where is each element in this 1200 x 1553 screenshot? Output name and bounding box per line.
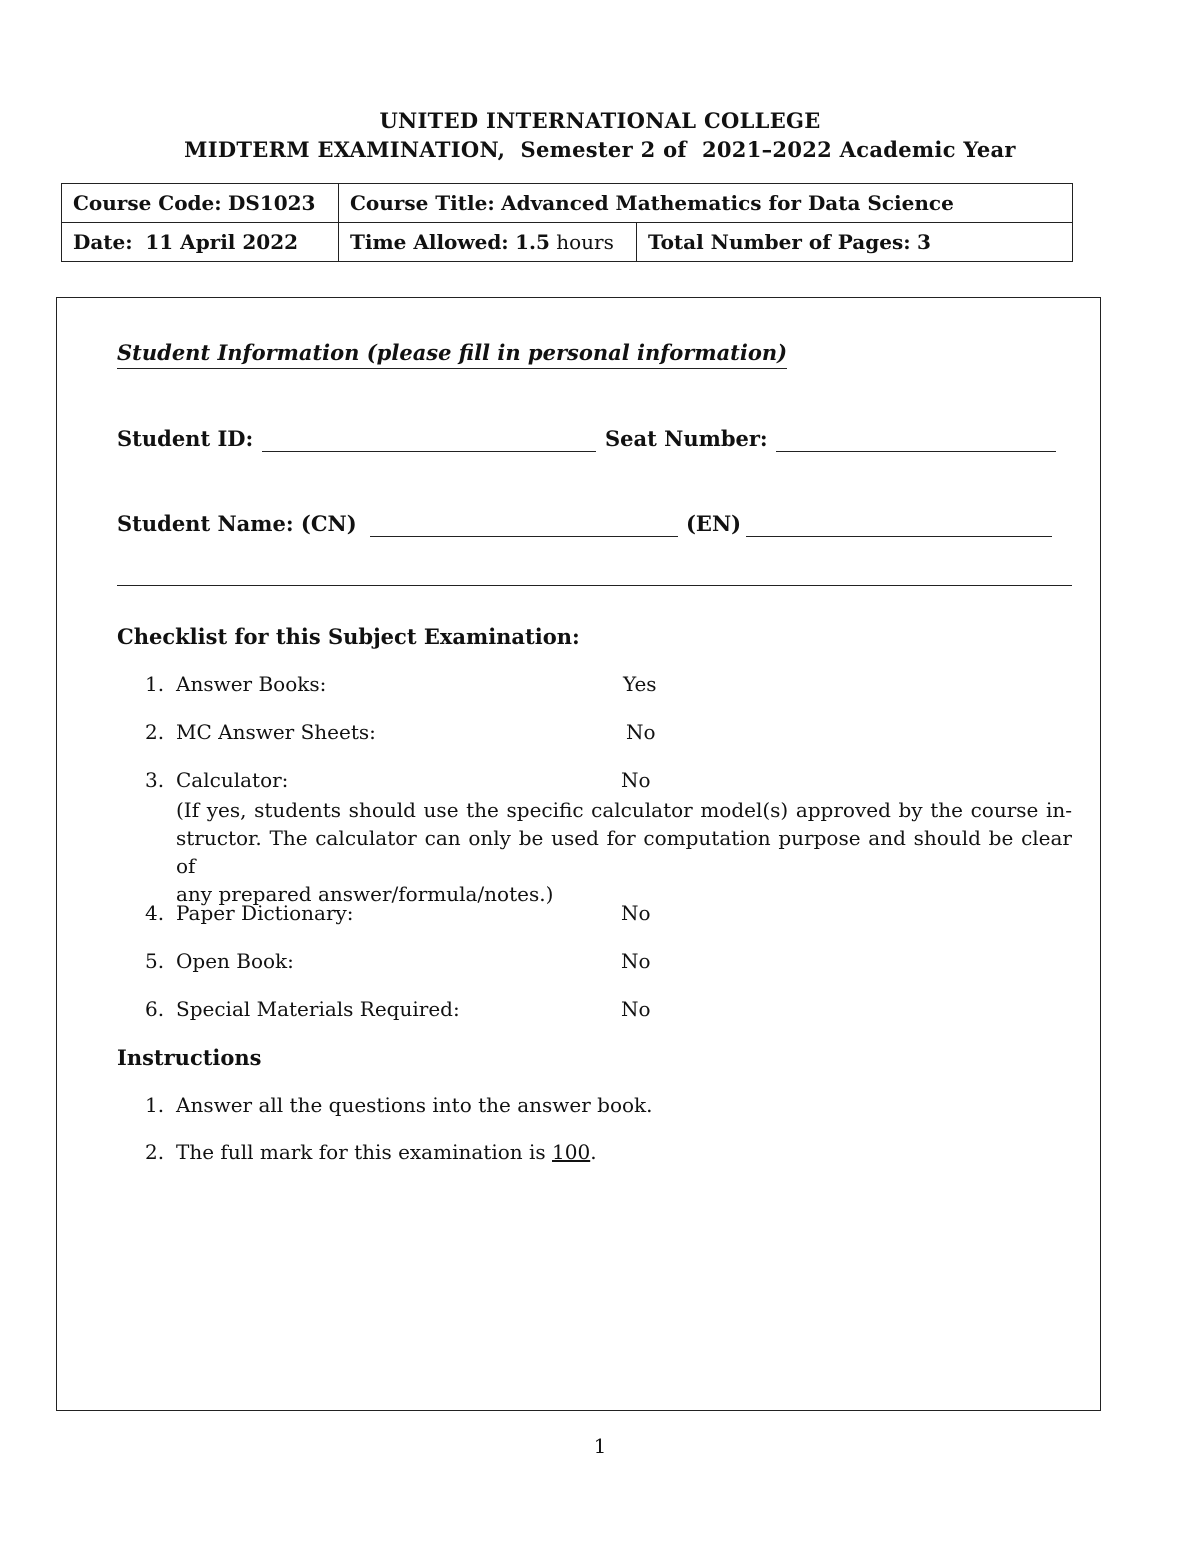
calculator-note-line: any prepared answer/formula/notes.) xyxy=(176,882,554,906)
checklist-value: No xyxy=(621,901,651,925)
date-label: Date: xyxy=(73,230,133,254)
time-allowed-label: Time Allowed: xyxy=(350,230,509,254)
instruction-num: 2. xyxy=(145,1140,165,1164)
checklist-label: MC Answer Sheets: xyxy=(176,720,376,744)
exam-title xyxy=(0,137,1200,162)
checklist-value: No xyxy=(621,768,651,792)
instruction-text: The full mark for this examination is xyxy=(176,1140,546,1164)
student-name-en-label: (EN) xyxy=(686,511,742,536)
instructions-title: Instructions xyxy=(117,1045,262,1070)
checklist-value: No xyxy=(621,949,651,973)
course-code-cell xyxy=(62,184,339,223)
instruction-text-full-mark xyxy=(176,1140,597,1164)
checklist-label: Paper Dictionary: xyxy=(176,901,354,925)
exam-label: MIDTERM EXAMINATION, xyxy=(184,137,506,162)
calculator-note-line: structor. The calculator can only be used for computation purpose and should be clear of xyxy=(176,826,1072,878)
date-cell xyxy=(62,223,339,262)
seat-number-field[interactable] xyxy=(776,451,1056,452)
course-code: DS1023 xyxy=(228,191,316,215)
semester-label: Semester 2 of xyxy=(520,137,687,162)
instruction-num: 1. xyxy=(145,1093,165,1117)
student-name-cn-field[interactable] xyxy=(370,536,678,537)
calculator-note-line: (If yes, students should use the specific calculator model(s) approved by the course in- xyxy=(176,798,1072,822)
checklist-value: No xyxy=(621,997,651,1021)
time-allowed-value: 1.5 xyxy=(515,230,550,254)
course-title: Advanced Mathematics for Data Science xyxy=(501,191,954,215)
checklist-num: 5. xyxy=(145,949,165,973)
course-title-label: Course Title: xyxy=(350,191,495,215)
academic-year: 2021–2022 Academic Year xyxy=(701,137,1016,162)
checklist-value: Yes xyxy=(623,672,657,696)
student-name-en-field[interactable] xyxy=(746,536,1052,537)
instruction-end: . xyxy=(590,1140,597,1164)
time-allowed-cell xyxy=(339,223,637,262)
checklist-num: 3. xyxy=(145,768,165,792)
checklist-label: Answer Books: xyxy=(176,672,327,696)
checklist-label: Open Book: xyxy=(176,949,294,973)
student-info-title: Student Information (please fill in personal information) xyxy=(117,340,787,369)
total-pages-cell xyxy=(637,223,1073,262)
checklist-value: No xyxy=(626,720,656,744)
checklist-num: 4. xyxy=(145,901,165,925)
total-pages-label: Total Number of Pages: xyxy=(648,230,911,254)
course-code-label: Course Code: xyxy=(73,191,222,215)
instruction-text: Answer all the questions into the answer book. xyxy=(176,1093,653,1117)
checklist-label: Calculator: xyxy=(176,768,289,792)
total-pages: 3 xyxy=(916,230,931,254)
checklist-num: 2. xyxy=(145,720,165,744)
course-info-table xyxy=(61,183,1073,262)
checklist-title: Checklist for this Subject Examination: xyxy=(117,624,580,649)
checklist-num: 6. xyxy=(145,997,165,1021)
student-id-label: Student ID: xyxy=(117,426,254,451)
calculator-note xyxy=(176,796,1072,908)
college-name: UNITED INTERNATIONAL COLLEGE xyxy=(379,108,821,133)
time-allowed-unit: hours xyxy=(556,230,614,254)
checklist-num: 1. xyxy=(145,672,165,696)
checklist-label: Special Materials Required: xyxy=(176,997,460,1021)
exam-date: 11 April 2022 xyxy=(145,230,299,254)
student-name-cn-label: Student Name: (CN) xyxy=(117,511,357,536)
seat-number-label: Seat Number: xyxy=(605,426,768,451)
separator-line xyxy=(117,585,1072,586)
course-title-cell xyxy=(339,184,1073,223)
page-number: 1 xyxy=(593,1434,607,1458)
student-id-field[interactable] xyxy=(262,451,596,452)
full-mark-value: 100 xyxy=(552,1140,591,1164)
